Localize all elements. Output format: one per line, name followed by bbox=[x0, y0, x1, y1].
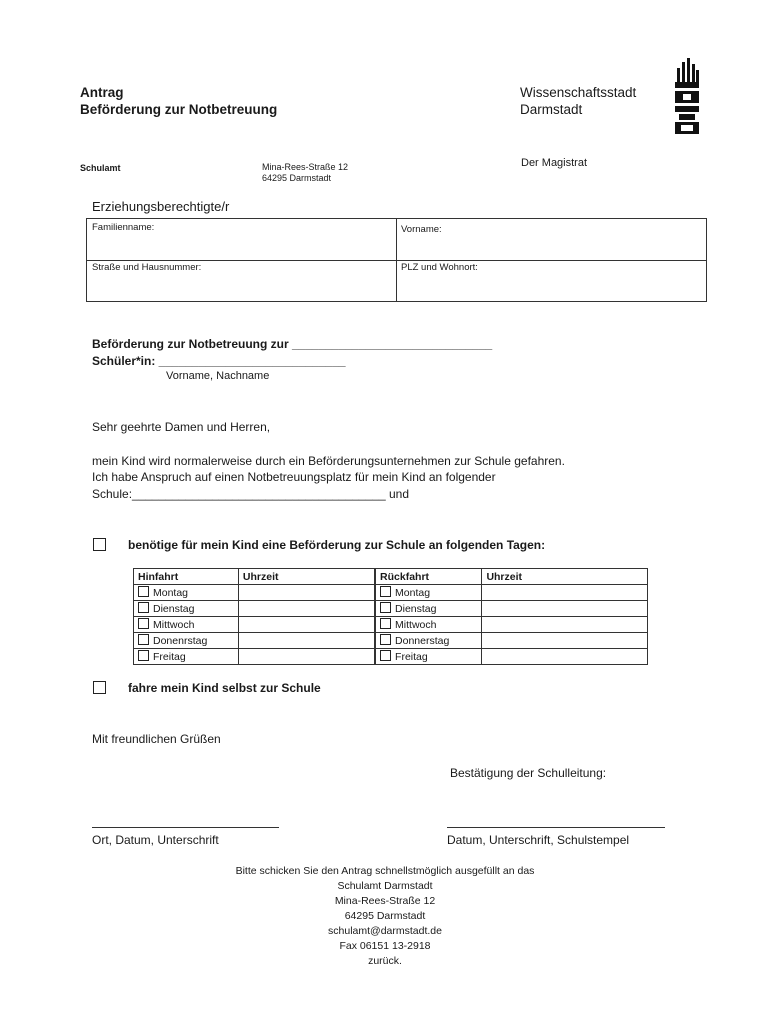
schedule-header-row bbox=[134, 569, 648, 585]
footer-email: schulamt@darmstadt.de bbox=[328, 925, 442, 937]
return-day-cell[interactable] bbox=[375, 649, 482, 665]
outbound-day-cell[interactable] bbox=[134, 633, 239, 649]
city-brand bbox=[520, 84, 636, 118]
day-label: Dienstag bbox=[395, 603, 437, 615]
day-label: Montag bbox=[395, 587, 431, 599]
guardian-form-box bbox=[86, 218, 707, 302]
outbound-day-cell[interactable] bbox=[134, 585, 239, 601]
body-line-3[interactable]: Schule:______________________________________ und bbox=[92, 487, 409, 501]
checkbox[interactable] bbox=[138, 650, 149, 661]
salutation: Sehr geehrte Damen und Herren, bbox=[92, 420, 271, 434]
day-label: Montag bbox=[153, 587, 189, 599]
checkbox[interactable] bbox=[138, 634, 149, 645]
signature-line-right[interactable] bbox=[447, 827, 665, 828]
first-name-field[interactable]: Vorname: bbox=[401, 224, 442, 235]
header-return-time: Uhrzeit bbox=[482, 569, 648, 585]
return-day-cell[interactable] bbox=[375, 617, 482, 633]
day-label: Donnerstag bbox=[395, 635, 450, 647]
outbound-day-cell[interactable] bbox=[134, 601, 239, 617]
outbound-time-cell[interactable] bbox=[238, 601, 375, 617]
return-time-cell[interactable] bbox=[482, 601, 648, 617]
return-time-cell[interactable] bbox=[482, 633, 648, 649]
footer-line-7: zurück. bbox=[368, 955, 402, 967]
day-label: Donenrstag bbox=[153, 635, 208, 647]
checkbox[interactable] bbox=[380, 602, 391, 613]
day-label: Dienstag bbox=[153, 603, 195, 615]
outbound-time-cell[interactable] bbox=[238, 649, 375, 665]
transport-needed-checkbox[interactable] bbox=[93, 538, 106, 551]
transport-needed-label: benötige für mein Kind eine Beförderung zur Schule an folgenden Tagen: bbox=[128, 538, 546, 552]
outbound-day-cell[interactable] bbox=[134, 649, 239, 665]
return-time-cell[interactable] bbox=[482, 585, 648, 601]
table-row bbox=[134, 649, 648, 665]
street-field[interactable]: Straße und Hausnummer: bbox=[92, 262, 202, 273]
footer-fax: Fax 06151 13-2918 bbox=[339, 940, 431, 952]
guardian-section-title: Erziehungsberechtigte/r bbox=[92, 199, 230, 214]
magistrat-label: Der Magistrat bbox=[521, 157, 588, 169]
outbound-time-cell[interactable] bbox=[238, 585, 375, 601]
signature-line-left[interactable] bbox=[92, 827, 279, 828]
request-student-line[interactable]: Schüler*in: ____________________________ bbox=[92, 354, 346, 368]
checkbox[interactable] bbox=[380, 634, 391, 645]
address-city: 64295 Darmstadt bbox=[262, 173, 332, 183]
office-address bbox=[262, 162, 348, 184]
brand-line-1: Wissenschaftsstadt bbox=[520, 85, 637, 100]
return-day-cell[interactable] bbox=[375, 585, 482, 601]
outbound-day-cell[interactable] bbox=[134, 617, 239, 633]
header-return: Rückfahrt bbox=[375, 569, 482, 585]
body-line-2: Ich habe Anspruch auf einen Notbetreuungsplatz für mein Kind an folgender bbox=[92, 470, 496, 484]
table-row bbox=[134, 617, 648, 633]
self-drive-label: fahre mein Kind selbst zur Schule bbox=[128, 681, 321, 695]
signature-caption-left: Ort, Datum, Unterschrift bbox=[92, 833, 219, 847]
student-name-hint: Vorname, Nachname bbox=[166, 370, 270, 382]
office-label: Schulamt bbox=[80, 163, 121, 173]
day-label: Mittwoch bbox=[153, 619, 195, 631]
footer-line-3: Mina-Rees-Straße 12 bbox=[334, 895, 436, 907]
day-label: Freitag bbox=[153, 651, 186, 663]
footer-line-2: Schulamt Darmstadt bbox=[337, 880, 433, 892]
return-day-cell[interactable] bbox=[375, 601, 482, 617]
self-drive-checkbox[interactable] bbox=[93, 681, 106, 694]
checkbox[interactable] bbox=[380, 650, 391, 661]
footer-line-1: Bitte schicken Sie den Antrag schnellstmöglich ausgefüllt an das bbox=[235, 865, 535, 877]
day-label: Mittwoch bbox=[395, 619, 437, 631]
form-divider-horizontal bbox=[87, 260, 706, 261]
school-confirmation-label: Bestätigung der Schulleitung: bbox=[450, 766, 607, 780]
table-row bbox=[134, 601, 648, 617]
zip-city-field[interactable]: PLZ und Wohnort: bbox=[401, 262, 478, 273]
checkbox[interactable] bbox=[138, 602, 149, 613]
day-label: Freitag bbox=[395, 651, 428, 663]
signature-caption-right: Datum, Unterschrift, Schulstempel bbox=[447, 833, 630, 847]
title-line-2: Beförderung zur Notbetreuung bbox=[80, 102, 278, 117]
table-row bbox=[134, 633, 648, 649]
outbound-time-cell[interactable] bbox=[238, 617, 375, 633]
darmstadt-logo-icon bbox=[675, 58, 699, 134]
title-line-1: Antrag bbox=[80, 85, 124, 100]
header-outbound-time: Uhrzeit bbox=[238, 569, 375, 585]
header-outbound: Hinfahrt bbox=[134, 569, 239, 585]
table-row bbox=[134, 585, 648, 601]
outbound-time-cell[interactable] bbox=[238, 633, 375, 649]
return-time-cell[interactable] bbox=[482, 649, 648, 665]
form-title bbox=[80, 84, 277, 118]
closing-greeting: Mit freundlichen Grüßen bbox=[92, 732, 221, 746]
return-instructions bbox=[0, 864, 770, 969]
schedule-table bbox=[133, 568, 648, 665]
checkbox[interactable] bbox=[138, 618, 149, 629]
footer-line-4: 64295 Darmstadt bbox=[344, 910, 426, 922]
checkbox[interactable] bbox=[138, 586, 149, 597]
return-day-cell[interactable] bbox=[375, 633, 482, 649]
address-street: Mina-Rees-Straße 12 bbox=[262, 162, 349, 172]
body-line-1: mein Kind wird normalerweise durch ein Beförderungsunternehmen zur Schule gefahren. bbox=[92, 454, 565, 468]
checkbox[interactable] bbox=[380, 586, 391, 597]
return-time-cell[interactable] bbox=[482, 617, 648, 633]
family-name-field[interactable]: Familienname: bbox=[92, 222, 155, 233]
request-school-line[interactable]: Beförderung zur Notbetreuung zur ______________________________ bbox=[92, 337, 493, 351]
brand-line-2: Darmstadt bbox=[520, 102, 583, 117]
checkbox[interactable] bbox=[380, 618, 391, 629]
